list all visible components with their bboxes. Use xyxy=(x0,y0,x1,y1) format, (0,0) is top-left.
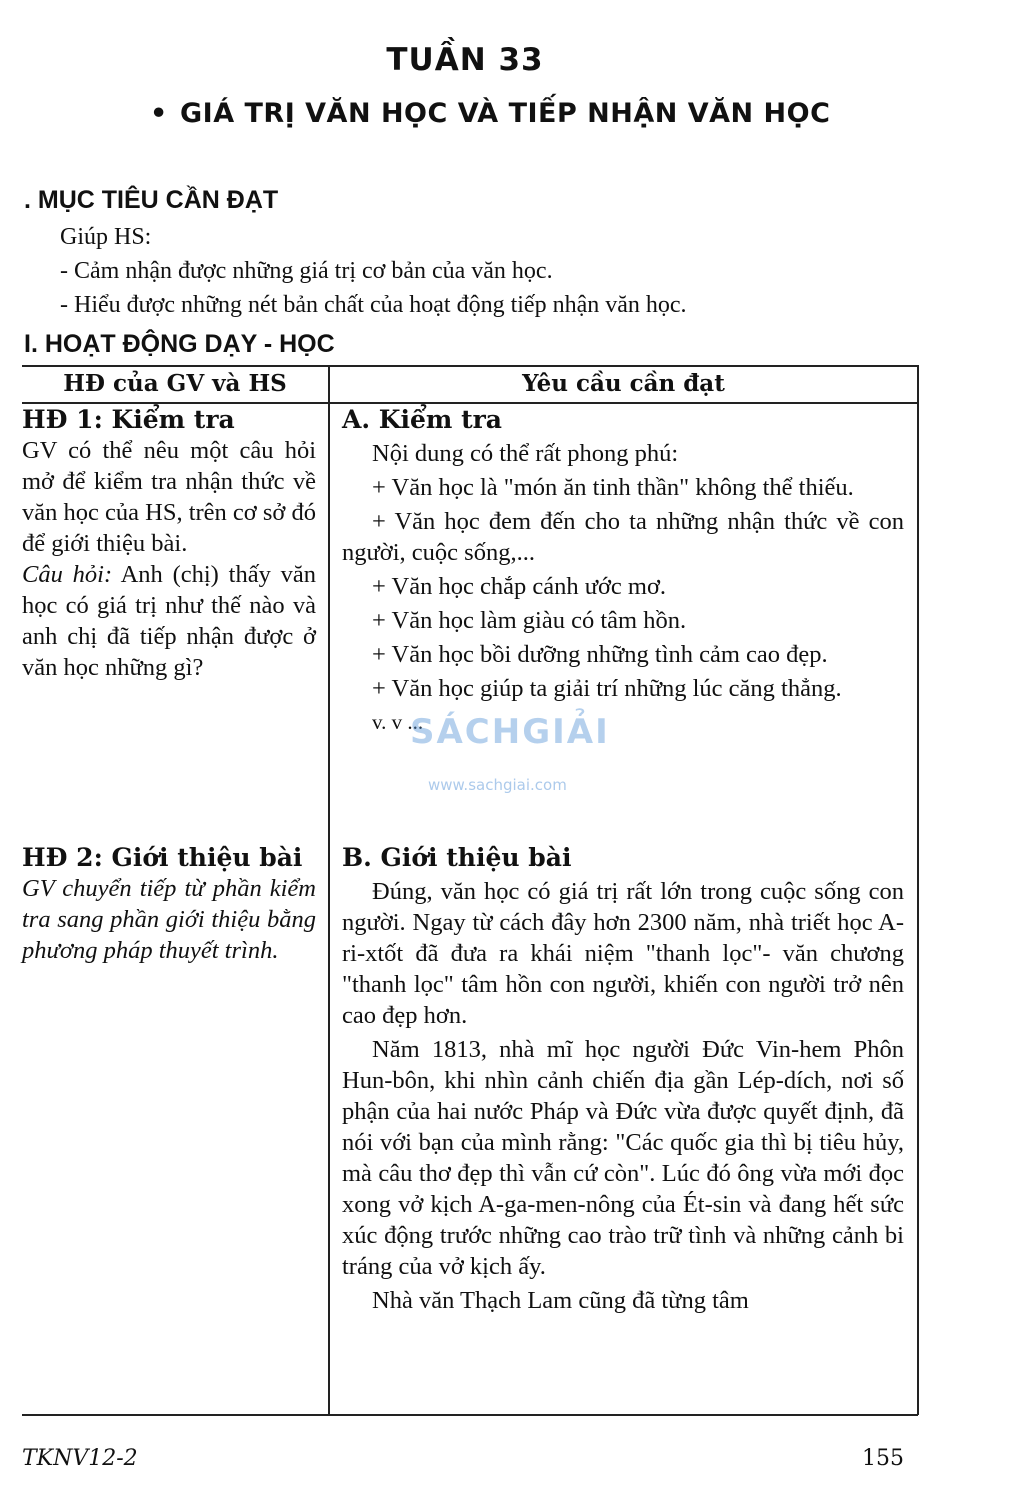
objective-line: - Cảm nhận được những giá trị cơ bản của văn học. xyxy=(60,258,553,284)
question-text: Anh (chị) thấy văn học có giá trị như thế nào và anh chị đã tiếp nhận được ở văn học những gì? xyxy=(22,561,316,681)
section-activities-heading: I. HOẠT ĐỘNG DẠY - HỌC xyxy=(24,330,335,358)
hd1-question xyxy=(22,559,316,683)
hd2-block xyxy=(22,842,316,966)
footer-book-code: TKNV12-2 xyxy=(22,1446,138,1471)
section-a-item: + Văn học đem đến cho ta những nhận thức về con người, cuộc sống,... xyxy=(342,508,904,566)
hd1-text: GV có thể nêu một câu hỏi mở để kiểm tra nhận thức về văn học của HS, trên cơ sở đó để giới thiệu bài. xyxy=(22,437,316,557)
table-right-border xyxy=(917,365,919,1415)
section-a-item: + Văn học là "món ăn tinh thần" không thể thiếu. xyxy=(372,474,854,501)
section-a-item: + Văn học làm giàu có tâm hồn. xyxy=(372,607,687,634)
lesson-title xyxy=(150,98,830,129)
objective-line: - Hiểu được những nét bản chất của hoạt động tiếp nhận văn học. xyxy=(60,292,687,318)
table-bottom-border xyxy=(22,1414,918,1416)
objective-line: Giúp HS: xyxy=(60,224,152,250)
section-a-item: + Văn học bồi dưỡng những tình cảm cao đẹp. xyxy=(372,641,828,668)
lesson-title-text: GIÁ TRỊ VĂN HỌC VÀ TIẾP NHẬN VĂN HỌC xyxy=(180,98,831,129)
column-header-requirements: Yêu cầu cần đạt xyxy=(522,370,725,397)
section-b-paragraph: Năm 1813, nhà mĩ học người Đức Vin-hem Phôn Hun-bôn, khi nhìn cảnh chiến địa gần Lép-dích, nơi số phận của hai nước Pháp và Đức vừa được quyết định, đã nói với bạn của mình rằng: "Các quốc gia thì bị tiêu hủy, mà câu thơ đẹp thì vẫn cứ còn". Lúc đó ông vừa mới đọc xong vở kịch A-ga-men-nông của Ét-sin và đang hết sức xúc động trước những cao trào trữ tình và những cảnh bi tráng của vở kịch ấy. xyxy=(342,1036,904,1280)
watermark-url: www.sachgiai.com xyxy=(428,776,567,794)
section-b-title: B. Giới thiệu bài xyxy=(342,843,572,872)
section-a-title: A. Kiểm tra xyxy=(342,405,503,434)
hd2-title: HĐ 2: Giới thiệu bài xyxy=(22,843,303,872)
table-column-divider xyxy=(328,365,330,1415)
question-label: Câu hỏi: xyxy=(22,561,113,588)
section-a-intro: Nội dung có thể rất phong phú: xyxy=(372,440,679,467)
section-a-block xyxy=(342,404,904,738)
section-a-item: + Văn học chắp cánh ước mơ. xyxy=(372,573,667,600)
section-b-block xyxy=(342,842,904,1316)
hd1-title: HĐ 1: Kiểm tra xyxy=(22,405,235,434)
hd1-block xyxy=(22,404,316,683)
column-header-activity: HĐ của GV và HS xyxy=(63,370,287,397)
hd2-text: GV chuyển tiếp từ phần kiểm tra sang phần giới thiệu bằng phương pháp thuyết trình. xyxy=(22,875,316,964)
section-b-paragraph: Nhà văn Thạch Lam cũng đã từng tâm xyxy=(372,1287,749,1314)
week-title: TUẦN 33 xyxy=(386,42,544,78)
watermark-logo: SÁCHGIẢI xyxy=(410,712,610,752)
section-objectives-heading: . MỤC TIÊU CẦN ĐẠT xyxy=(24,186,279,214)
section-b-paragraph: Đúng, văn học có giá trị rất lớn trong cuộc sống con người. Ngay từ cách đây hơn 2300 năm, nhà triết học A-ri-xtốt đã đưa ra khái niệm "thanh lọc"- văn chương "thanh lọc" tâm hồn con người, khiến con người trở nên cao đẹp hơn. xyxy=(342,878,904,1029)
section-a-etc: v. v ... xyxy=(372,710,424,734)
section-a-item: + Văn học giúp ta giải trí những lúc căng thẳng. xyxy=(372,675,842,702)
page-number: 155 xyxy=(862,1446,904,1471)
bullet: • xyxy=(150,98,168,129)
